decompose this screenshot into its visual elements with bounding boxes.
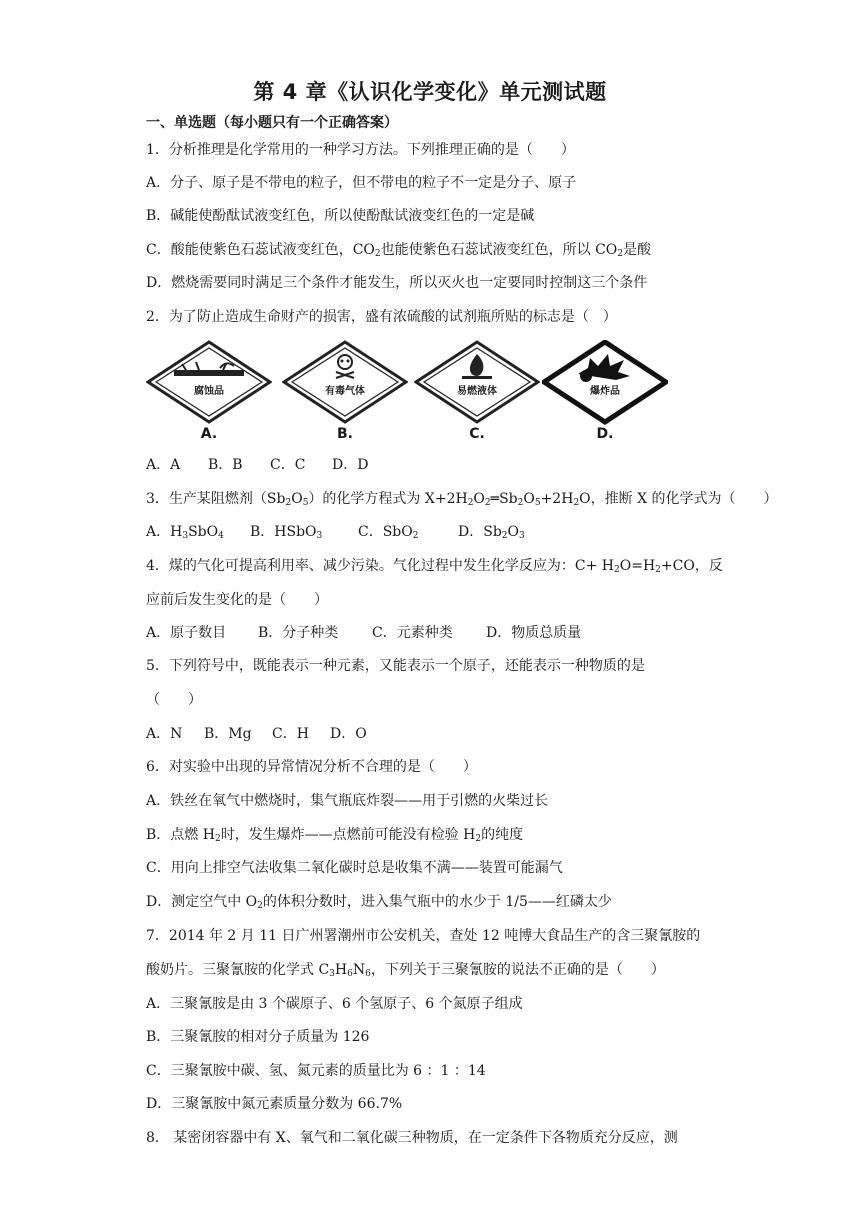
question-6-option-c: C．用向上排空气法收集二氧化碳时总是收集不满——装置可能漏气	[146, 860, 563, 876]
hazard-sign-c-letter: C.	[469, 426, 485, 442]
question-8-stem: 8． 某密闭容器中有 X、氧气和二氧化碳三种物质，在一定条件下各物质充分反应，测	[146, 1130, 678, 1146]
hazard-sign-a-caption: 腐蚀品	[194, 386, 224, 397]
question-1-option-d: D．燃烧需要同时满足三个条件才能发生，所以灭火也一定要同时控制这三个条件	[146, 275, 648, 291]
question-2-stem: 2．为了防止造成生命财产的损害，盛有浓硫酸的试剂瓶所贴的标志是（ ）	[146, 309, 617, 325]
question-1-stem: 1．分析推理是化学常用的一种学习方法。下列推理正确的是（ ）	[146, 142, 575, 158]
question-6-option-a: A．铁丝在氧气中燃烧时，集气瓶底炸裂——用于引燃的火柴过长	[146, 793, 549, 809]
question-1-option-c: C．酸能使紫色石蕊试液变红色，$CO_2$也能使紫色石蕊试液变红色，所以 $CO_2$是酸	[146, 242, 652, 259]
question-4-option-a: A．原子数目	[146, 625, 227, 641]
hazard-sign-c	[414, 340, 540, 444]
question-7-option-b: B．三聚氰胺的相对分子质量为 126	[146, 1029, 370, 1045]
question-4-option-b: B．分子种类	[258, 625, 339, 641]
hazard-sign-a-letter: A.	[200, 426, 218, 442]
hazard-signs	[146, 340, 666, 444]
page-title: 第 4 章《认识化学变化》单元测试题	[253, 80, 607, 104]
question-5-option-c: C．H	[272, 726, 309, 742]
question-7-stem-line2: 酸奶片。三聚氰胺的化学式 $C_3H_6N_6$，下列关于三聚氰胺的说法不正确的是（ ）	[146, 962, 665, 979]
section-heading: 一、单选题（每小题只有一个正确答案）	[146, 115, 398, 131]
question-3-options	[146, 522, 726, 542]
question-6-option-b: B．点燃 $H_2$时，发生爆炸——点燃前可能没有检验 $H_2$的纯度	[146, 827, 524, 844]
question-2-option-b: B．B	[208, 457, 243, 473]
question-7-stem-line1: 7．2014 年 2 月 11 日广州署潮州市公安机关，查处 12 吨博大食品生产的含三聚氰胺的	[146, 928, 701, 944]
question-1-option-b: B．碱能使酚酞试液变红色，所以使酚酞试液变红色的一定是碱	[146, 208, 535, 224]
question-3-option-b: B．HSbO$_3$	[250, 524, 323, 541]
question-4-option-d: D．物质总质量	[486, 625, 582, 641]
question-5-option-d: D．O	[330, 726, 367, 742]
hazard-sign-a	[146, 340, 272, 444]
hazard-sign-b-letter: B.	[337, 426, 353, 442]
question-7-option-c: C．三聚氰胺中碳、氢、氮元素的质量比为 6 ：1 ：14	[146, 1063, 486, 1079]
question-5-stem-line2: （ ）	[146, 692, 202, 708]
question-4-option-c: C．元素种类	[372, 625, 453, 641]
question-3-stem: 3．生产某阻燃剂$(Sb_2O_5)$的化学方程式为 $X+2H_2O_2═Sb_2O_5+2H_2O$，推断 X 的化学式为（ ）	[146, 491, 778, 508]
hazard-sign-d-caption: 爆炸品	[590, 386, 620, 397]
hazard-sign-d-letter: D.	[596, 426, 614, 442]
question-3-option-c: C．SbO$_2$	[358, 524, 419, 541]
question-2-options	[146, 455, 726, 475]
question-3-option-d: D．$Sb_2O_3$	[458, 524, 525, 541]
question-2-option-c: C．C	[270, 457, 306, 473]
hazard-sign-b	[282, 340, 408, 444]
question-5-stem-line1: 5．下列符号中，既能表示一种元素，又能表示一个原子，还能表示一种物质的是	[146, 658, 645, 674]
hazard-sign-b-caption: 有毒气体	[325, 386, 365, 397]
question-5-option-a: A．N	[146, 726, 183, 742]
question-7-option-a: A．三聚氰胺是由 3 个碳原子、6 个氢原子、6 个氮原子组成	[146, 996, 523, 1012]
question-4-options	[146, 623, 726, 643]
hazard-sign-c-caption: 易燃液体	[457, 386, 497, 397]
question-2-option-d: D．D	[332, 457, 369, 473]
question-5-options	[146, 724, 726, 744]
question-4-stem-line2: 应前后发生变化的是（ ）	[146, 592, 328, 608]
question-7-option-d: D．三聚氰胺中氮元素质量分数为 66.7%	[146, 1096, 403, 1112]
question-4-stem-line1: 4．煤的气化可提高利用率、减少污染。气化过程中发生化学反应为：$C+ H_2O=H_2+CO$，反	[146, 558, 723, 575]
question-5-option-b: B．Mg	[204, 726, 252, 742]
question-6-option-d: D．测定空气中 $O_2$的体积分数时，进入集气瓶中的水少于 1/5——红磷太少	[146, 894, 612, 911]
question-6-stem: 6．对实验中出现的异常情况分析不合理的是（ ）	[146, 759, 477, 775]
question-1-option-a: A．分子、原子是不带电的粒子，但不带电的粒子不一定是分子、原子	[146, 175, 577, 191]
question-3-option-a: A．$H_3SbO_4$	[146, 524, 224, 541]
hazard-sign-d	[542, 340, 668, 444]
question-2-option-a: A．A	[146, 457, 181, 473]
